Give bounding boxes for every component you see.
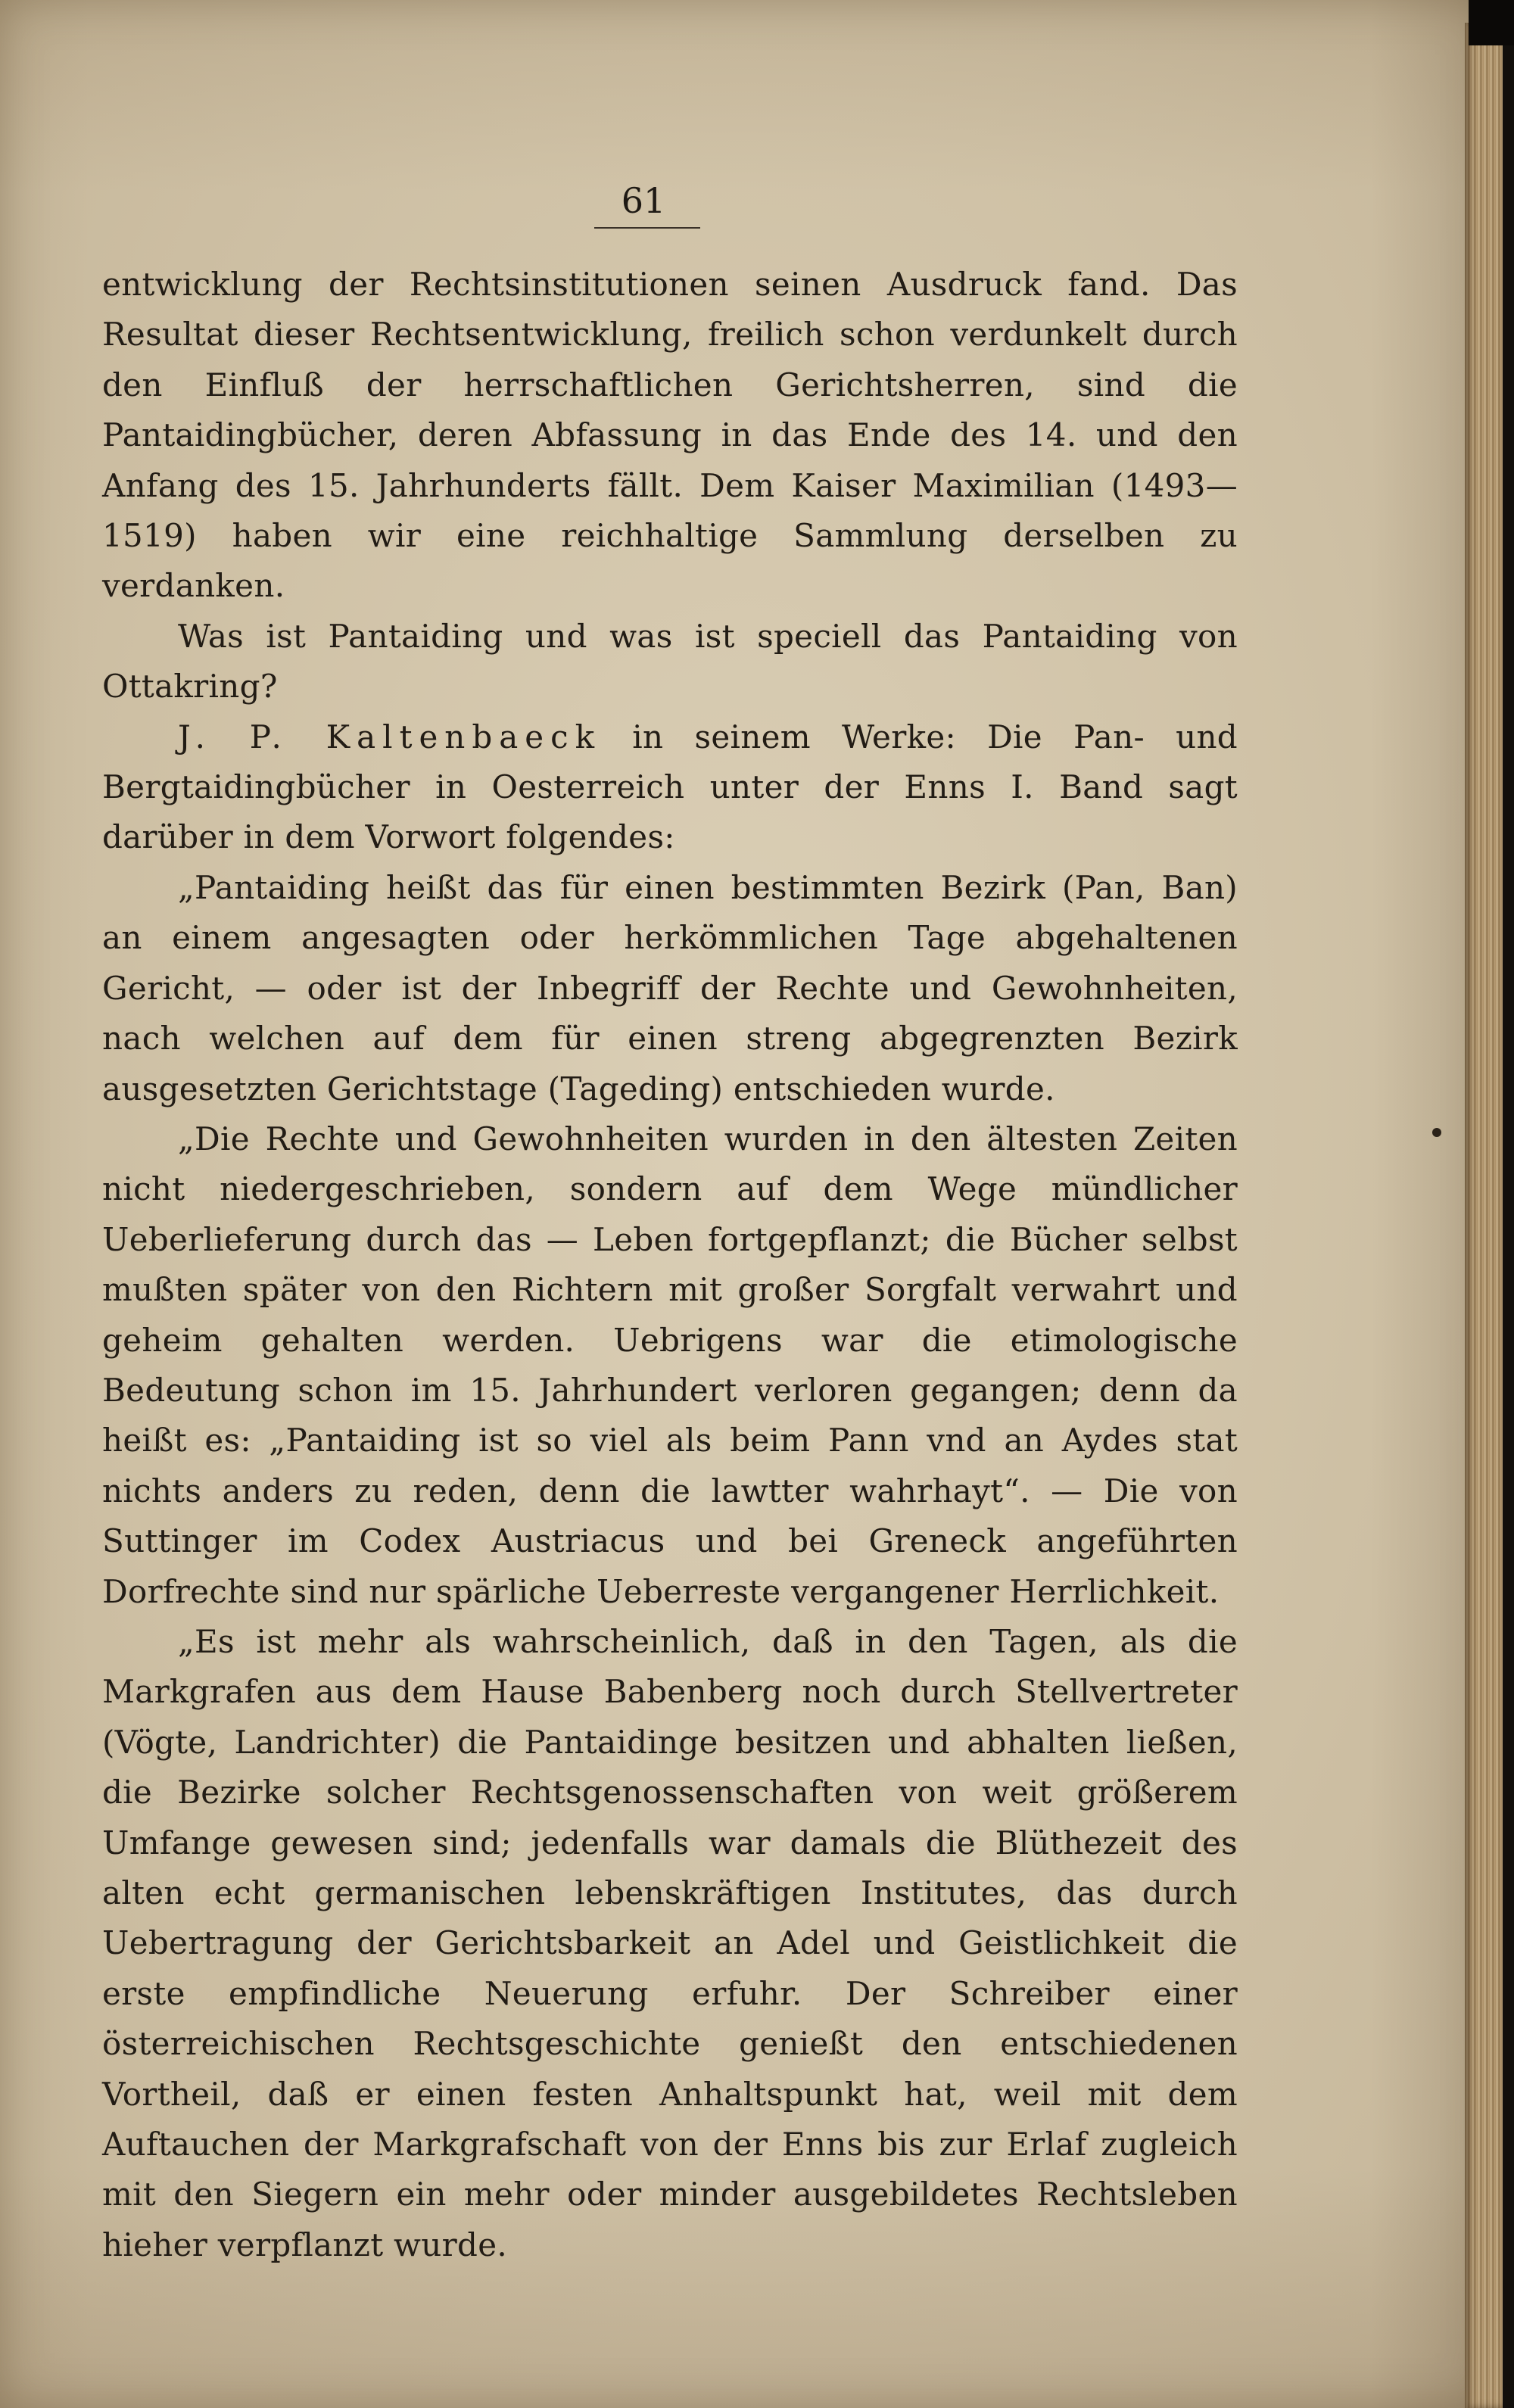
ink-speck [1432,1128,1441,1137]
author-name: J. P. Kaltenbaeck [178,718,602,755]
paragraph-1: entwicklung der Rechtsinstitutionen seinen Ausdruck fand. Das Resultat dieser Rechtsentwicklung, freilich schon verdunkelt durch den Einfluß der herrschaftlichen Gerichtsherren, sind die Pantaidingbücher, deren Abfassung in das Ende des 14. und den Anfang des 15. Jahrhunderts fällt. Dem Kaiser Maximilian (1493—1519) haben wir eine reichhaltige Sammlung derselben zu verdanken. [102,266,1238,605]
body-text [102,260,1238,2270]
paragraph-4: „Pantaiding heißt das für einen bestimmten Bezirk (Pan, Ban) an einem angesagten oder herkömmlichen Tage abgehaltenen Gericht, — oder ist der Inbegriff der Rechte und Gewohnheiten, nach welchen auf dem für einen streng abgegrenzten Bezirk ausgesetzten Gerichtstage (Tageding) entschieden wurde. [102,868,1238,1107]
scan-background-corner [1469,0,1514,45]
paragraph-6: „Es ist mehr als wahrscheinlich, daß in den Tagen, als die Markgrafen aus dem Hause Babenberg noch durch Stellvertreter (Vögte, Landrichter) die Pantaidinge besitzen und abhalten ließen, die Bezirke solcher Rechtsgenossenschaften von weit größerem Umfange gewesen sind; jedenfalls war damals die Blüthezeit des alten echt germanischen lebenskräftigen Institutes, das durch Uebertragung der Gerichtsbarkeit an Adel und Geistlichkeit die erste empfindliche Neuerung erfuhr. Der Schreiber einer österreichischen Rechtsgeschichte genießt den entschiedenen Vortheil, daß er einen festen Anhaltspunkt hat, weil mit dem Auftauchen der Markgrafschaft von der Enns bis zur Erlaf zugleich mit den Siegern ein mehr oder minder ausgebildetes Rechtsleben hieher verpflanzt wurde. [102,1622,1238,2263]
header-rule [594,227,700,229]
paragraph-3 [102,712,1238,863]
paragraph-2: Was ist Pantaiding und was ist speciell das Pantaiding von Ottakring? [102,617,1238,706]
page-fore-edge [1465,23,1503,2408]
paragraph-5: „Die Rechte und Gewohnheiten wurden in den ältesten Zeiten nicht niedergeschrieben, sondern auf dem Wege mündlicher Ueberlieferung durch das — Leben fortgepflanzt; die Bücher selbst mußten später von den Richtern mit großer Sorgfalt verwahrt und geheim gehalten werden. Uebrigens war die etimologische Bedeutung schon im 15. Jahrhundert verloren gegangen; denn da heißt es: „Pantaiding ist so viel als beim Pann vnd an Aydes stat nichts anders zu reden, denn die lawtter wahrhayt“. — Die von Suttinger im Codex Austriacus und bei Greneck angeführten Dorfrechte sind nur spärliche Ueberreste vergangener Herrlichkeit. [102,1120,1238,1610]
page-number: 61 [621,180,666,221]
paragraph-3-text: in seinem Werke: Die Pan- und Bergtaidingbücher in Oesterreich unter der Enns I. Band sagt darüber in dem Vorwort folgendes: [102,718,1238,856]
